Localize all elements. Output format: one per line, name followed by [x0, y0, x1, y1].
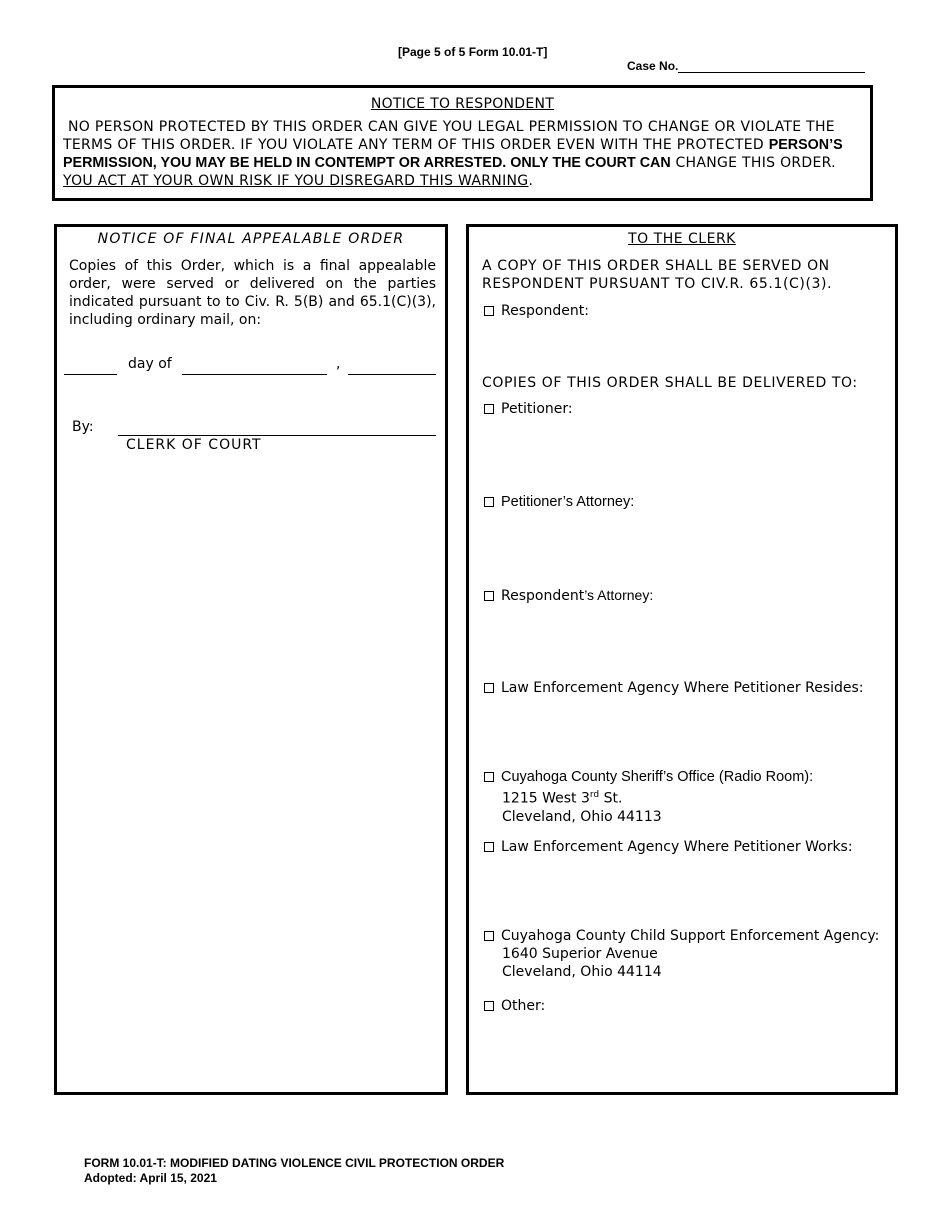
- clerk-signature-field[interactable]: [118, 435, 436, 436]
- sheriff-street-end: St.: [599, 790, 623, 807]
- child-support-address-1: 1640 Superior Avenue: [502, 946, 658, 962]
- petitioner-attorney-checkbox[interactable]: [484, 497, 494, 507]
- petitioner-item: [484, 400, 573, 418]
- law-resides-checkbox[interactable]: [484, 683, 494, 693]
- law-resides-item: [484, 679, 864, 697]
- right-title: TO THE CLERK: [628, 231, 736, 247]
- served-text: A COPY OF THIS ORDER SHALL BE SERVED ON RESPONDENT PURSUANT TO CIV.R. 65.1(C)(3).: [482, 258, 833, 292]
- clerk-label: CLERK OF COURT: [126, 437, 262, 453]
- child-support-address-2: Cleveland, Ohio 44114: [502, 964, 662, 980]
- child-support-checkbox[interactable]: [484, 931, 494, 941]
- page-indicator: [Page 5 of 5 Form 10.01-T]: [398, 45, 548, 59]
- year-field[interactable]: [348, 374, 436, 375]
- by-label: By:: [72, 419, 94, 435]
- notice-text: [63, 118, 862, 190]
- respondent-attorney-checkbox[interactable]: [484, 591, 494, 601]
- footer: [84, 1156, 504, 1186]
- footer-form-title: FORM 10.01-T: MODIFIED DATING VIOLENCE CIVIL PROTECTION ORDER: [84, 1156, 505, 1170]
- petitioner-label: Petitioner:: [501, 401, 573, 417]
- petitioner-checkbox[interactable]: [484, 404, 494, 414]
- petitioner-attorney-item: [484, 493, 634, 511]
- law-resides-label: Law Enforcement Agency Where Petitioner Resides:: [501, 680, 864, 696]
- footer-adopted: Adopted: April 15, 2021: [84, 1171, 217, 1185]
- notice-line1: NO PERSON PROTECTED BY THIS ORDER CAN GIVE YOU LEGAL PERMISSION TO CHANGE OR VIOLATE THE TERMS OF THIS ORDER. IF YOU VIOLATE ANY TERM OF THIS ORDER EVEN WITH THE PROTECTED: [63, 119, 835, 153]
- day-of-label: day of: [128, 356, 172, 372]
- final-appealable-order-box: [54, 224, 448, 1095]
- notice-to-respondent: [52, 85, 873, 201]
- sheriff-item: [484, 768, 813, 826]
- notice-line3: CHANGE THIS ORDER.: [670, 155, 836, 171]
- day-field[interactable]: [64, 374, 117, 375]
- child-support-label: Cuyahoga County Child Support Enforcement Agency:: [501, 928, 880, 944]
- law-works-checkbox[interactable]: [484, 842, 494, 852]
- notice-title: NOTICE TO RESPONDENT: [370, 96, 555, 112]
- respondent-attorney-label-a: Respondent: [501, 588, 585, 604]
- other-checkbox[interactable]: [484, 1001, 494, 1011]
- left-paragraph: Copies of this Order, which is a final appealable order, were served or delivered on the parties indicated pursuant to to Civ. R. 5(B) and 65.1(C)(3), including ordinary mail, on:: [69, 258, 436, 328]
- law-works-item: [484, 838, 853, 856]
- notice-bold: PERSON’S PERMISSION, YOU MAY BE HELD IN CONTEMPT OR ARRESTED. ONLY THE COURT CAN: [63, 137, 843, 171]
- copies-text: COPIES OF THIS ORDER SHALL BE DELIVERED TO:: [482, 375, 858, 391]
- case-number-label: Case No.: [627, 59, 679, 73]
- petitioner-attorney-label: Petitioner’s Attorney:: [501, 494, 635, 510]
- sheriff-checkbox[interactable]: [484, 772, 494, 782]
- case-number: [627, 59, 865, 73]
- sheriff-address-2: Cleveland, Ohio 44113: [502, 808, 662, 825]
- month-field[interactable]: [182, 374, 327, 375]
- respondent-attorney-item: [484, 586, 653, 605]
- other-label: Other:: [501, 998, 546, 1014]
- other-item: [484, 997, 545, 1015]
- respondent-label: Respondent:: [501, 303, 589, 319]
- sheriff-street-sup: rd: [589, 790, 600, 800]
- respondent-attorney-label-b: ’s Attorney:: [584, 587, 654, 603]
- child-support-item: [484, 927, 879, 981]
- to-the-clerk-box: [466, 224, 898, 1095]
- left-title: NOTICE OF FINAL APPEALABLE ORDER: [97, 231, 405, 247]
- comma: ,: [336, 356, 341, 372]
- respondent-item: [484, 302, 589, 320]
- case-number-field[interactable]: [678, 60, 865, 73]
- notice-end: .: [528, 173, 534, 189]
- law-works-label: Law Enforcement Agency Where Petitioner Works:: [501, 839, 853, 855]
- sheriff-street: 1215 West 3: [502, 790, 590, 807]
- notice-warning: YOU ACT AT YOUR OWN RISK IF YOU DISREGARD THIS WARNING: [63, 173, 529, 189]
- sheriff-label: Cuyahoga County Sheriff’s Office (Radio Room):: [501, 769, 814, 785]
- sheriff-address-1: [484, 786, 813, 808]
- respondent-checkbox[interactable]: [484, 306, 494, 316]
